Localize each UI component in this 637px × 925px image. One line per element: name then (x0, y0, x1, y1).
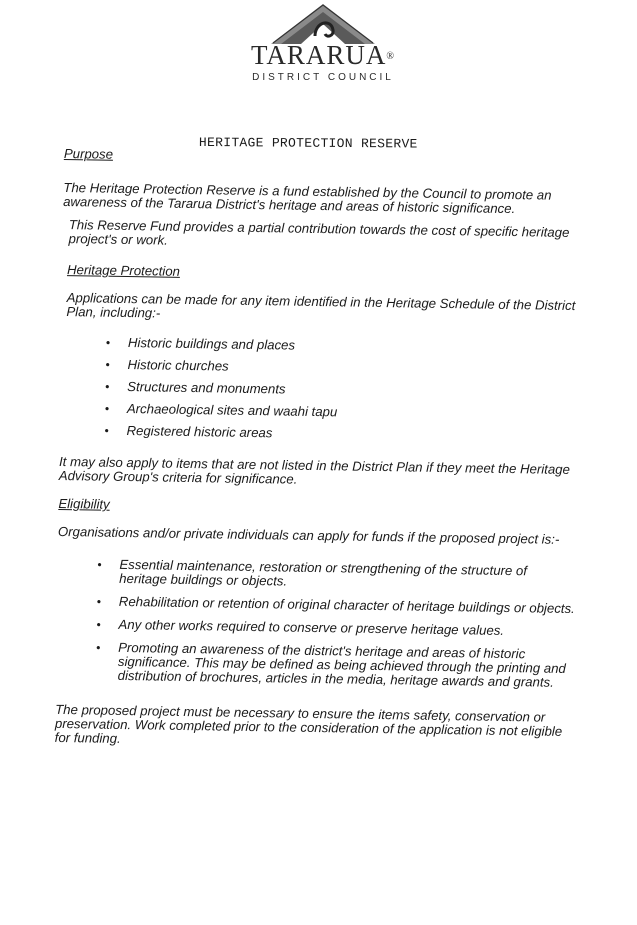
list-item: • Rehabilitation or retention of original character of heritage buildings or objects. (97, 595, 577, 617)
document-title: HERITAGE PROTECTION RESERVE (198, 135, 418, 152)
list-item: • Registered historic areas (104, 424, 579, 445)
eligibility-outro: The proposed project must be necessary to ensure the items safety, conservation or preservation. Work completed prior to the consideration of the application is not eligible for funding. (54, 701, 563, 746)
purpose-heading: Purpose (63, 146, 114, 162)
heritage-items-list (59, 335, 581, 445)
document-body (55, 147, 584, 753)
purpose-paragraph-2: This Reserve Fund provides a partial contribution towards the cost of specific heritage project's or work. (68, 217, 570, 248)
eligibility-items-list (56, 557, 578, 690)
eligibility-intro: Organisations and/or private individuals can apply for funds if the proposed project is:- (57, 523, 560, 547)
list-item: • Essential maintenance, restoration or strengthening of the structure of heritage buildings or objects. (97, 558, 577, 594)
list-item: • Archaeological sites and waahi tapu (105, 402, 580, 423)
purpose-paragraph-1: The Heritage Protection Reserve is a fund established by the Council to promote an awareness of the Tararua District's heritage and areas of historic significance. (63, 179, 552, 217)
heritage-protection-outro: It may also apply to items that are not listed in the District Plan if they meet the Heritage Advisory Group's criteria for significance. (58, 453, 571, 487)
list-item: • Historic churches (105, 358, 580, 379)
list-item: • Promoting an awareness of the district's heritage and areas of historic significance. This may be defined as being achieved through the printing and distribution of brochures, articles in the media, heritage awards and grants. (96, 641, 577, 691)
registered-mark: ® (386, 51, 395, 62)
heritage-protection-heading: Heritage Protection (66, 262, 181, 279)
logo-wordmark (238, 42, 408, 68)
mountain-logo-icon (271, 4, 375, 44)
list-item: • Any other works required to conserve or preserve heritage values. (96, 618, 576, 640)
heritage-protection-intro: Applications can be made for any item identified in the Heritage Schedule of the District Plan, including:- (66, 290, 576, 321)
logo-subtitle: DISTRICT COUNCIL (252, 72, 394, 83)
council-logo (238, 4, 408, 88)
eligibility-heading: Eligibility (58, 495, 110, 512)
logo-name: TARARUA (251, 40, 387, 70)
list-item: • Structures and monuments (105, 380, 580, 401)
list-item: • Historic buildings and places (106, 336, 581, 357)
